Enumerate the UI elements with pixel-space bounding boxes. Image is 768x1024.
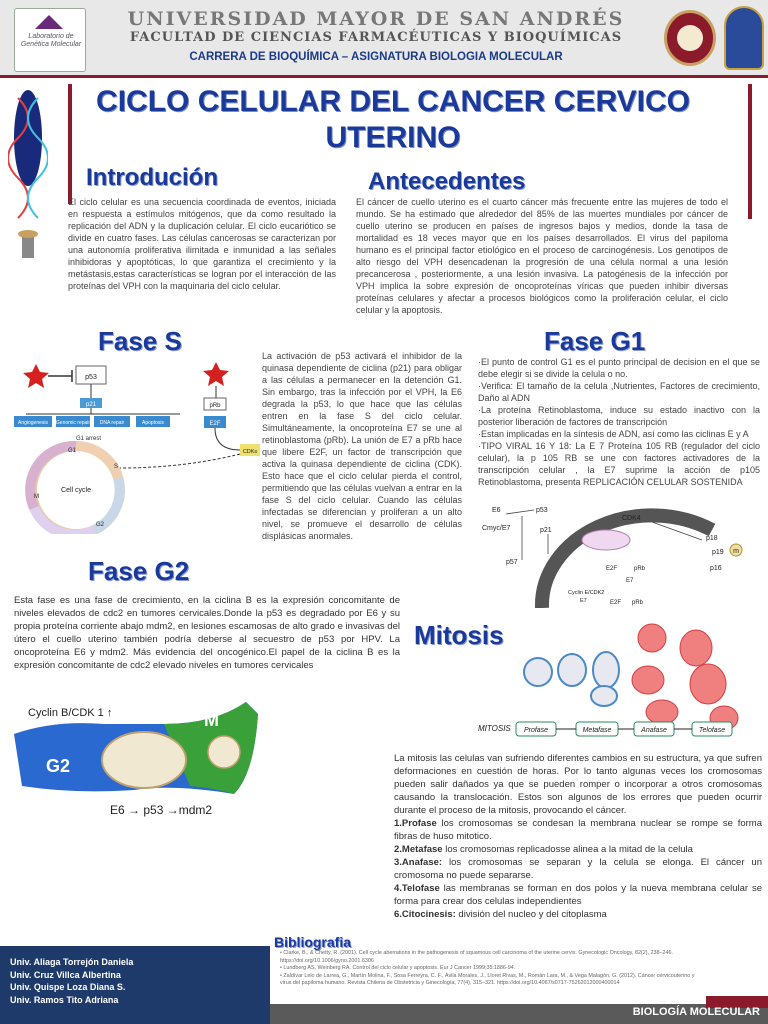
- g2-label: G2: [46, 756, 71, 776]
- mitosis-term: 1.Profase: [394, 818, 437, 829]
- mitosis-intro: La mitosis las celulas van sufriendo diferentes cambios en su estructura, ya que sufren deformaciones en cuestión de horas. Por lo tanto algunas veces los cromosomas pueden salir dañados ya que se pueden romper o incorporar a otros cromosomas causando la translocación. Estos son algunos de los errores que pueden ocurrir durante el proceso de la mitosis, provocando el cáncer.: [394, 753, 762, 816]
- box-dna-repair: DNA repair: [99, 420, 125, 426]
- g1-prb: pRb: [634, 566, 646, 572]
- mitosis-item: [394, 908, 762, 921]
- stage-anafase: Anafase: [641, 727, 667, 734]
- stage-metafase: Metafase: [582, 727, 612, 734]
- reference-item: • Zaldívar Lelo de Larrea, G., Martín Molina, F., Sosa Ferreyra, C. F., Ávila Morales, J., Lloret Rivas, M., Román Lara, M., & Vega Malagón, G. (2012). Cáncer cérvicouterino y virus del papiloma humano. Revista Chilena de Obstetricia y Ginecología, 77(4), 315–321. https://doi.org/10.4067/s0717-75262012000400014: [280, 972, 695, 986]
- g1-p53: p53: [536, 507, 548, 514]
- mitosis-label: MITOSIS: [478, 724, 511, 733]
- g1-e7b: E7: [580, 598, 587, 604]
- dna-helix-icon: [8, 88, 48, 268]
- mitosis-heading: Mitosis: [414, 620, 504, 650]
- lab-logo: [14, 8, 86, 72]
- decor-bar-left: [68, 84, 72, 204]
- pyramid-icon: [35, 15, 63, 29]
- box-apoptosis: Apoptosis: [142, 420, 164, 426]
- box-genomic: Genomic repair: [55, 420, 91, 426]
- fase-s-heading: Fase S: [98, 326, 182, 356]
- fase-g1-diagram: [482, 500, 752, 608]
- faculty-name: FACULTAD DE CIENCIAS FARMACÉUTICAS Y BIOQUÍMICAS: [129, 30, 623, 45]
- g1-m: m: [733, 548, 739, 555]
- g1-p57: p57: [506, 559, 518, 566]
- p21-label: p21: [85, 402, 97, 408]
- g1-p16: p16: [710, 565, 722, 572]
- fase-s-text: La activación de p53 activará el inhibidor de la quinasa dependiente de ciclina (p21) para obligar a las células a permanecer en la detención G1. Sin embargo, tras la infección por el VPH, la E6 degrada la p53, lo que hace que las células entren en la fase S del ciclo celular. Simultáneamente, la oncoproteína E7 se une al retinoblastoma (pRb). La unión de E7 a pRb hace que libere E2F, un factor de transcripción que activa la quinasa dependiente de ciclina (CDK). Esto hace que el ciclo celular pierda el control, permitiendo que las células vuelvan a entrar en la fase S del ciclo celular. Cuando las células infectadas se diferencian y proliferan a un alto nivel, se promueve el desarrollo de células displásicas anormales.: [262, 351, 462, 541]
- fase-g2-heading: Fase G2: [88, 556, 190, 586]
- stage-telofase: Telofase: [698, 727, 726, 734]
- fase-g2-text: Esta fase es una fase de crecimiento, en la ciclina B es la expresión concomitante de niveles elevados de cdc2 en tumores cervicales.Donde la p53 es degradado por E6 y su propia proteína corriente abajo mdm2, en lesiones escamosas de alto grado e invasivas del útero el cuello uterino también podría deberse al secuestro de p53 por HPV. La oncoproteína E6 y mdm2. Más evidencia del oncogénico.El papel de la ciclina B es la expresión concomitante de cdc2 elevado niveles en tumores cervicales: [14, 595, 400, 671]
- fase-g2-diagram: [14, 694, 270, 824]
- phase-g1: G1: [68, 448, 77, 454]
- cell-cycle-label: Cell cycle: [61, 487, 91, 494]
- star-icon: [203, 362, 229, 386]
- g1-e7: E7: [626, 578, 634, 584]
- authors-panel: [0, 946, 270, 1024]
- intro-heading: Introdución: [86, 164, 218, 191]
- g1-e6: E6: [492, 507, 501, 514]
- box-angiogenesis: Angiogenesis: [17, 420, 49, 426]
- cdk-label: CDKs: [242, 449, 258, 455]
- stage-profase: Profase: [523, 727, 549, 734]
- cyclin-b-label: Cyclin B/CDK 1 ↑: [28, 707, 113, 719]
- career-name: CARRERA DE BIOQUÍMICA – ASIGNATURA BIOLOGIA MOLECULAR: [189, 51, 563, 63]
- p53-label: p53: [85, 374, 97, 381]
- g2-pathway: E6 → p53 →mdm2: [110, 803, 213, 817]
- footer-title: BIOLOGÍA MOLECULAR: [632, 1006, 760, 1018]
- mitosis-desc: los cromosomas se condesan la membrana nuclear se rompe se forma fibras de huso mitotico.: [394, 818, 762, 842]
- university-name: UNIVERSIDAD MAYOR DE SAN ANDRÉS: [127, 8, 625, 30]
- reference-item: • Clarke, B., & Chetty, R. (2001). Cell cycle aberrations in the pathogenesis of squamous cell carcinoma of the uterine cervix. Gynecologic Oncology, 82(2), 238–246. https://doi.org/10.1006/gyno.2001.6306: [280, 950, 674, 964]
- intro-text: El ciclo celular es una secuencia coordinada de eventos, iniciada en respuesta a estímulos mitógenos, que da como resultado la replicación del ADN y la duplicación celular. El ciclo eucariótico se divide en cuatro fases. Las células cancerosas se caracterizan por una autonomía proliferativa ilimitada e inmunidad a las señales inhibidoras y apoptóticas, lo que garantiza el crecimiento y la metástasis,estas características se logran por el interacción de las proteínas del VPH con la maquinaria del ciclo celular.: [68, 197, 336, 291]
- prb-label: pRb: [209, 403, 221, 409]
- antecedentes-heading: Antecedentes: [368, 168, 526, 195]
- mitosis-text: [394, 752, 762, 921]
- author-name: Univ. Cruz Villca Albertina: [10, 969, 121, 980]
- mitosis-term: 6.Citocinesis:: [394, 909, 456, 920]
- mitosis-list: [394, 817, 762, 921]
- bibliografia-heading: Bibliografia: [274, 934, 352, 950]
- phase-g2: G2: [96, 522, 105, 528]
- author-name: Univ. Quispe Loza Diana S.: [10, 982, 126, 992]
- author-name: Univ. Ramos Tito Adriana: [10, 994, 119, 1005]
- g1-p21: p21: [540, 527, 552, 534]
- references-list: [280, 950, 700, 988]
- g1-arrest-label: G1 arrest: [76, 436, 102, 442]
- fase-g1-text: ·El punto de control G1 es el punto principal de decision en el que se debe elegir si se divide la celula o no. ·Verifica: El tamaño de la celula ,Nutrientes, Factores de crecimiento, Daño al ADN ·La proteína Retinoblastoma, induce su estado inactivo con la posterior liberación de factores de transcripción ·Estan implicadas en la síntesis de ADN, así como las ciclinas E y A ·TIPO VIRAL 16 Y 18: La E 7 Proteína 105 RB (regulador del ciclo celular), la p 105 RB se une con factores activadores de la transcripción celular , la E7 suprime la acción de p105 Retinoblastoma, presenta REPLICACIÓN CELULAR SOSTENIDA: [478, 357, 760, 487]
- g1-p18: p18: [706, 535, 718, 542]
- mitosis-item: [394, 843, 762, 856]
- g1-cmyc: Cmyc/E7: [482, 525, 511, 532]
- mitosis-item: [394, 817, 762, 843]
- e2f-label: E2F: [209, 421, 221, 427]
- mitosis-desc: las membranas se forman en dos polos y la nueva membrana celular se forma para crear dos celulas independientes: [394, 883, 762, 907]
- mitosis-diagram: [476, 618, 764, 742]
- g1-cdk4: CDK4: [622, 515, 641, 522]
- poster-title: CICLO CELULAR DEL CANCER CERVICO UTERINO: [96, 85, 690, 154]
- g1-e2f-b: E2F: [610, 600, 622, 606]
- mitosis-item: [394, 856, 762, 882]
- mitosis-item: [394, 882, 762, 908]
- mitosis-desc: los cromosomas replicadosse alinea a la mitad de la celula: [442, 844, 693, 855]
- g1-prb-b: pRb: [632, 600, 644, 606]
- mitosis-term: 4.Telofase: [394, 883, 440, 894]
- g1-e2f: E2F: [606, 566, 618, 572]
- university-crest-icon: [724, 6, 764, 70]
- mitosis-desc: los cromosomas se separan y la celula se elonga. El cáncer un cromosoma no puede separarse.: [394, 857, 762, 881]
- mitosis-term: 2.Metafase: [394, 844, 443, 855]
- star-icon: [23, 364, 49, 388]
- reference-item: • Lundberg AS, Weinberg RA. Control del ciclo celular y apoptosis. Eur J Cancer 1999;35:1886-94.: [280, 965, 516, 971]
- mitosis-desc: división del nucleo y del citoplasma: [455, 909, 607, 920]
- author-name: Univ. Aliaga Torrejón Daniela: [10, 957, 134, 967]
- g1-label: G1: [632, 534, 651, 550]
- decor-bar-right: [748, 84, 752, 219]
- faculty-seal-icon: [664, 10, 716, 66]
- g1-cyclin: Cyclin E/CDK2: [568, 590, 605, 596]
- antecedentes-text: El cáncer de cuello uterino es el cuarto cáncer más frecuente entre las mujeres de todo el mundo. Se ha estimado que alrededor del 85% de las muertes mundiales por cáncer de cuello uterino se producen en países de ingresos bajos y medios, donde la tasa de mortalidad es 18 veces mayor que en los países desarrollados. El virus del papiloma humano es el principal factor etiológico en el proceso de carcinogénesis. Los genotipos de alto riesgo del VPH desencadenan la progresión de una célula normal a una lesión precancerosa , posteriormente, a una lesión invasiva. La patogénesis de la infección por VPH implica la sobre expresión de oncoproteínas víricas que pueden inhibir diversas proteínas celulares y afectar a procesos biológicos como la proliferación celular, el ciclo celular y la apoptosis.: [356, 197, 728, 315]
- m-label: M: [204, 710, 219, 730]
- phase-s: S: [114, 464, 119, 470]
- mitosis-term: 3.Anafase:: [394, 857, 443, 868]
- lab-logo-text: Laboratorio de Genética Molecular: [20, 33, 82, 48]
- fase-s-diagram: [14, 358, 260, 534]
- phase-m: M: [34, 494, 39, 500]
- g1-p19: p19: [712, 549, 724, 556]
- fase-g1-heading: Fase G1: [544, 326, 646, 356]
